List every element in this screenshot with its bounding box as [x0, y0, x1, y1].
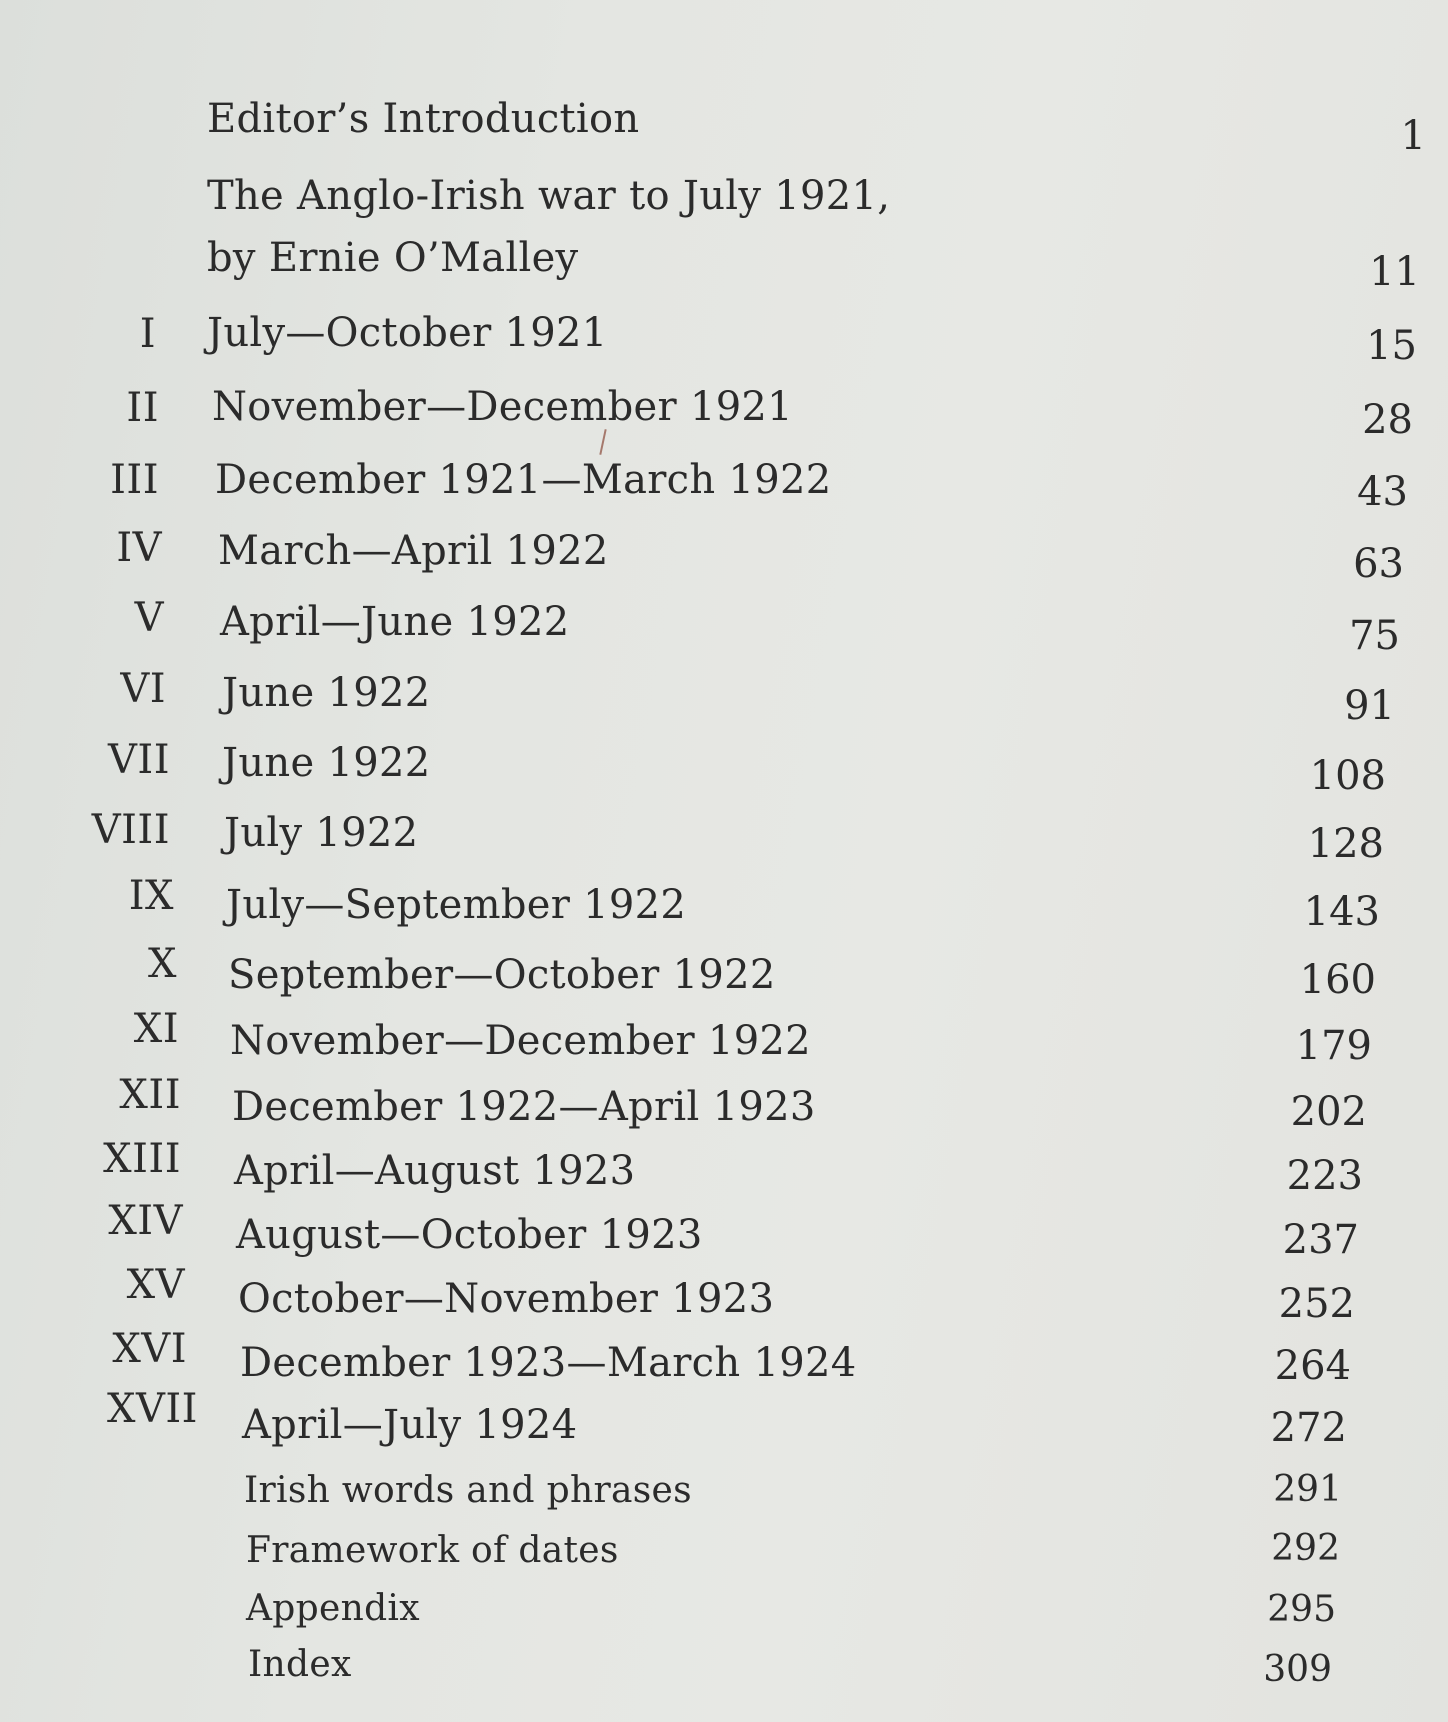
- entry-title: [207, 88, 639, 150]
- chapter-numeral: XV: [126, 1262, 185, 1308]
- chapter-numeral: VI: [120, 666, 166, 712]
- entry-page-number: 272: [1270, 1405, 1347, 1451]
- entry-title: October—November 1923: [238, 1276, 775, 1322]
- entry-title: Index: [248, 1644, 352, 1685]
- entry-title: April—June 1922: [220, 599, 570, 645]
- entry-page-number: 202: [1290, 1089, 1367, 1135]
- entry-page-number: 108: [1309, 753, 1386, 799]
- entry-page-number: 160: [1299, 957, 1376, 1003]
- entry-page-number: 1: [1400, 113, 1426, 159]
- entry-page-number: 15: [1366, 323, 1417, 369]
- chapter-numeral: VII: [108, 737, 170, 783]
- entry-page-number: 43: [1357, 469, 1408, 515]
- entry-title: April—August 1923: [234, 1148, 636, 1194]
- entry-title: September—October 1922: [228, 952, 776, 998]
- entry-page-number: 264: [1274, 1343, 1351, 1389]
- entry-title: Appendix: [246, 1588, 420, 1629]
- entry-page-number: 11: [1369, 249, 1420, 295]
- entry-title-line: The Anglo-Irish war to July 1921,: [207, 173, 891, 219]
- entry-title: Irish words and phrases: [244, 1470, 692, 1511]
- entry-title: July 1922: [224, 810, 419, 856]
- entry-page-number: 223: [1286, 1153, 1363, 1199]
- entry-title: August—October 1923: [236, 1212, 703, 1258]
- chapter-numeral: IV: [116, 525, 162, 571]
- entry-title: December 1922—April 1923: [232, 1084, 816, 1130]
- chapter-numeral: XIV: [108, 1198, 183, 1244]
- entry-title-line: by Ernie O’Malley: [207, 235, 579, 281]
- entry-title: June 1922: [222, 740, 431, 786]
- chapter-numeral: I: [139, 311, 156, 357]
- chapter-numeral: XIII: [103, 1136, 181, 1182]
- chapter-numeral: IX: [128, 873, 174, 919]
- entry-page-number: 309: [1263, 1649, 1332, 1690]
- chapter-numeral: V: [134, 595, 164, 641]
- chapter-numeral: XVII: [107, 1386, 198, 1432]
- entry-page-number: 91: [1344, 683, 1395, 729]
- entry-page-number: 63: [1353, 541, 1404, 587]
- entry-page-number: 28: [1362, 397, 1413, 443]
- entry-title: December 1923—March 1924: [240, 1340, 857, 1386]
- entry-page-number: 143: [1303, 889, 1380, 935]
- entry-title: July—October 1921: [207, 310, 608, 356]
- entry-page-number: 252: [1278, 1281, 1355, 1327]
- entry-title: March—April 1922: [218, 528, 609, 574]
- chapter-numeral: II: [126, 385, 159, 431]
- chapter-numeral: III: [110, 457, 159, 503]
- entry-page-number: 292: [1271, 1528, 1340, 1569]
- entry-title: Framework of dates: [246, 1530, 619, 1571]
- entry-title: November—December 1922: [230, 1018, 811, 1064]
- entry-page-number: 295: [1267, 1589, 1336, 1630]
- entry-page-number: 75: [1349, 613, 1400, 659]
- chapter-numeral: XII: [119, 1072, 181, 1118]
- entry-title: November—December 1921: [212, 384, 793, 430]
- entry-title: July—September 1922: [226, 882, 687, 928]
- entry-page-number: 179: [1295, 1023, 1372, 1069]
- entry-title: [207, 165, 890, 289]
- chapter-numeral: X: [148, 941, 177, 987]
- entry-title: April—July 1924: [242, 1402, 578, 1448]
- chapter-numeral: VIII: [91, 807, 170, 853]
- entry-page-number: 128: [1307, 821, 1384, 867]
- chapter-numeral: XVI: [112, 1326, 187, 1372]
- entry-title: June 1922: [222, 670, 431, 716]
- entry-page-number: 237: [1282, 1217, 1359, 1263]
- entry-page-number: 291: [1273, 1469, 1342, 1510]
- entry-title-line: Editor’s Introduction: [207, 96, 640, 142]
- entry-title: December 1921—March 1922: [215, 457, 832, 503]
- chapter-numeral: XI: [133, 1006, 179, 1052]
